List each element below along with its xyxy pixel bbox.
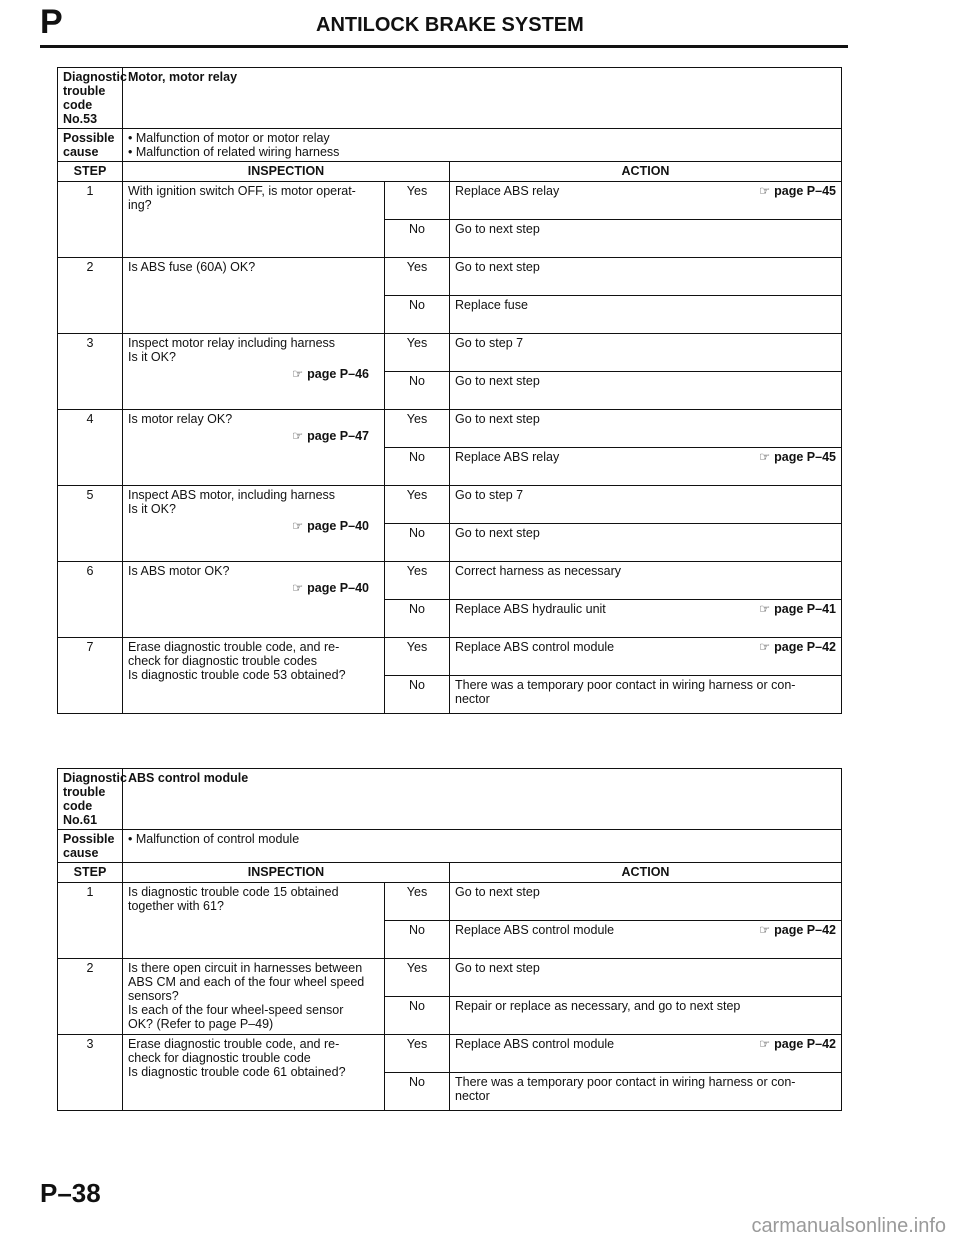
step-row-yes <box>58 334 842 372</box>
step-number: 3 <box>58 1035 123 1111</box>
possible-cause-row <box>58 129 842 162</box>
no-action: Go to next step <box>450 220 842 258</box>
pointing-hand-icon: ☞ <box>758 602 771 616</box>
inspection-page-ref: ☞ page P–40 <box>291 581 369 595</box>
action-page-ref: ☞ page P–42 <box>758 640 836 654</box>
step-inspection: Is ABS motor OK? ☞ page P–40 <box>123 562 385 638</box>
pointing-hand-icon: ☞ <box>291 367 304 381</box>
possible-cause-item: • Malfunction of related wiring harness <box>128 145 836 159</box>
yes-label: Yes <box>385 334 450 372</box>
no-action: ☞ page P–42 Replace ABS control module <box>450 921 842 959</box>
yes-label: Yes <box>385 258 450 296</box>
no-label: No <box>385 220 450 258</box>
no-label: No <box>385 448 450 486</box>
action-page-ref: ☞ page P–45 <box>758 184 836 198</box>
yes-label: Yes <box>385 1035 450 1073</box>
no-action: Go to next step <box>450 524 842 562</box>
pointing-hand-icon: ☞ <box>758 184 771 198</box>
no-label: No <box>385 524 450 562</box>
step-inspection: Erase diagnostic trouble code, and re- check for diagnostic trouble code Is diagnostic trouble code 61 obtained? <box>123 1035 385 1111</box>
pointing-hand-icon: ☞ <box>758 923 771 937</box>
no-action: There was a temporary poor contact in wiring harness or con- nector <box>450 676 842 714</box>
yes-action: ☞ page P–42 Replace ABS control module <box>450 638 842 676</box>
watermark: carmanualsonline.info <box>751 1215 946 1237</box>
dtc-name: ABS control module <box>123 769 842 830</box>
step-number: 3 <box>58 334 123 410</box>
possible-cause-label: Possible cause <box>58 830 123 863</box>
step-row-yes <box>58 883 842 921</box>
column-header-row <box>58 863 842 883</box>
pointing-hand-icon: ☞ <box>291 581 304 595</box>
no-label: No <box>385 372 450 410</box>
action-page-ref: ☞ page P–42 <box>758 923 836 937</box>
possible-cause-label: Possible cause <box>58 129 123 162</box>
dtc-row <box>58 68 842 129</box>
pointing-hand-icon: ☞ <box>291 429 304 443</box>
yes-label: Yes <box>385 638 450 676</box>
yes-action: Correct harness as necessary <box>450 562 842 600</box>
col-action-header: ACTION <box>450 162 842 182</box>
no-action: Repair or replace as necessary, and go to next step <box>450 997 842 1035</box>
yes-action: Go to next step <box>450 883 842 921</box>
step-number: 1 <box>58 883 123 959</box>
col-action-header: ACTION <box>450 863 842 883</box>
yes-label: Yes <box>385 410 450 448</box>
step-row-yes <box>58 182 842 220</box>
possible-cause-item: • Malfunction of control module <box>128 832 836 846</box>
action-page-ref: ☞ page P–42 <box>758 1037 836 1051</box>
page-number: P–38 <box>40 1178 101 1208</box>
yes-label: Yes <box>385 182 450 220</box>
no-action: Go to next step <box>450 372 842 410</box>
yes-label: Yes <box>385 562 450 600</box>
yes-label: Yes <box>385 959 450 997</box>
step-inspection: Inspect ABS motor, including harness Is it OK? ☞ page P–40 <box>123 486 385 562</box>
action-page-ref: ☞ page P–41 <box>758 602 836 616</box>
step-inspection: Inspect motor relay including harness Is it OK? ☞ page P–46 <box>123 334 385 410</box>
step-row-yes <box>58 1035 842 1073</box>
no-label: No <box>385 1073 450 1111</box>
page-title: ANTILOCK BRAKE SYSTEM <box>316 14 584 36</box>
yes-action: Go to step 7 <box>450 334 842 372</box>
step-row-yes <box>58 959 842 997</box>
step-number: 1 <box>58 182 123 258</box>
inspection-page-ref: ☞ page P–46 <box>291 367 369 381</box>
step-row-yes <box>58 258 842 296</box>
pointing-hand-icon: ☞ <box>291 519 304 533</box>
step-inspection: With ignition switch OFF, is motor operat- ing? <box>123 182 385 258</box>
no-label: No <box>385 676 450 714</box>
no-label: No <box>385 997 450 1035</box>
step-number: 6 <box>58 562 123 638</box>
dtc-label: Diagnostic trouble code No.61 <box>58 769 123 830</box>
no-label: No <box>385 296 450 334</box>
column-header-row <box>58 162 842 182</box>
step-number: 7 <box>58 638 123 714</box>
step-number: 5 <box>58 486 123 562</box>
step-inspection: Is diagnostic trouble code 15 obtained together with 61? <box>123 883 385 959</box>
step-row-yes <box>58 638 842 676</box>
possible-cause-list <box>123 830 842 863</box>
dtc-table-53 <box>57 67 842 714</box>
no-action: ☞ page P–45 Replace ABS relay <box>450 448 842 486</box>
yes-action: Go to next step <box>450 258 842 296</box>
step-row-yes <box>58 562 842 600</box>
dtc-label: Diagnostic trouble code No.53 <box>58 68 123 129</box>
step-number: 2 <box>58 959 123 1035</box>
no-action: There was a temporary poor contact in wiring harness or con- nector <box>450 1073 842 1111</box>
yes-label: Yes <box>385 486 450 524</box>
possible-cause-item: • Malfunction of motor or motor relay <box>128 131 836 145</box>
section-letter: P <box>40 3 63 41</box>
dtc-name: Motor, motor relay <box>123 68 842 129</box>
yes-action: ☞ page P–45 Replace ABS relay <box>450 182 842 220</box>
yes-label: Yes <box>385 883 450 921</box>
action-page-ref: ☞ page P–45 <box>758 450 836 464</box>
col-inspection-header: INSPECTION <box>123 162 450 182</box>
step-inspection: Is motor relay OK? ☞ page P–47 <box>123 410 385 486</box>
step-number: 4 <box>58 410 123 486</box>
pointing-hand-icon: ☞ <box>758 640 771 654</box>
yes-action: Go to step 7 <box>450 486 842 524</box>
no-action: Replace fuse <box>450 296 842 334</box>
header-rule <box>40 45 848 48</box>
dtc-table-61 <box>57 768 842 1111</box>
pointing-hand-icon: ☞ <box>758 450 771 464</box>
step-inspection: Is there open circuit in harnesses between ABS CM and each of the four wheel speed sensors? Is each of the four wheel-speed sensor OK? (Refer to page P–49) <box>123 959 385 1035</box>
no-label: No <box>385 600 450 638</box>
inspection-page-ref: ☞ page P–47 <box>291 429 369 443</box>
possible-cause-list <box>123 129 842 162</box>
step-number: 2 <box>58 258 123 334</box>
dtc-row <box>58 769 842 830</box>
inspection-page-ref: ☞ page P–40 <box>291 519 369 533</box>
yes-action: Go to next step <box>450 959 842 997</box>
step-row-yes <box>58 486 842 524</box>
col-step-header: STEP <box>58 863 123 883</box>
yes-action: ☞ page P–42 Replace ABS control module <box>450 1035 842 1073</box>
col-step-header: STEP <box>58 162 123 182</box>
col-inspection-header: INSPECTION <box>123 863 450 883</box>
step-inspection: Erase diagnostic trouble code, and re- check for diagnostic trouble codes Is diagnostic trouble code 53 obtained? <box>123 638 385 714</box>
yes-action: Go to next step <box>450 410 842 448</box>
step-inspection: Is ABS fuse (60A) OK? <box>123 258 385 334</box>
step-row-yes <box>58 410 842 448</box>
no-label: No <box>385 921 450 959</box>
pointing-hand-icon: ☞ <box>758 1037 771 1051</box>
possible-cause-row <box>58 830 842 863</box>
no-action: ☞ page P–41 Replace ABS hydraulic unit <box>450 600 842 638</box>
